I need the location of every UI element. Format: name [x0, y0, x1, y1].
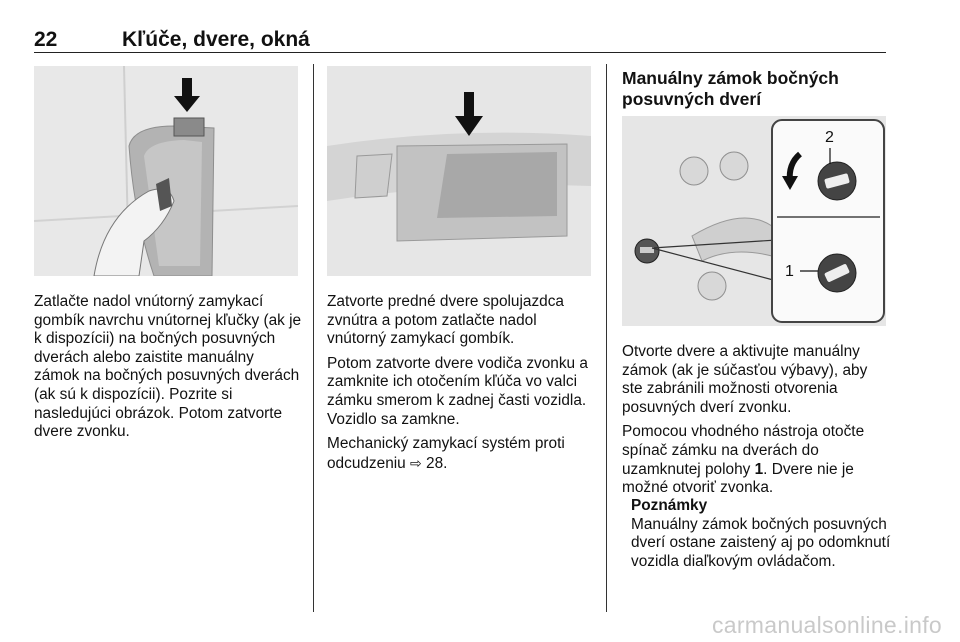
col3-p2-text-b: . Dvere nie je možné otvoriť zvonka. [622, 460, 854, 497]
column-1-text [34, 293, 302, 448]
figure-label-1: 1 [785, 263, 794, 280]
figure-inner-lock-button [34, 66, 298, 276]
chapter-title: Kľúče, dvere, okná [122, 28, 310, 51]
note-box [631, 497, 891, 571]
column-3-text [622, 343, 888, 504]
col3-p2-text-a: Pomocou vhodného nástroja otočte spínač zámku na dverách do uzamknutej polohy [622, 423, 865, 478]
col3-paragraph-2 [622, 423, 888, 497]
page-header [34, 28, 886, 52]
col2-p3-text: Mechanický zamykací systém proti odcudzeniu [327, 435, 565, 472]
page-reference-arrow-icon: ⇨ [410, 454, 422, 471]
note-title: Poznámky [631, 497, 708, 514]
watermark: carmanualsonline.info [711, 612, 942, 638]
page-number: 22 [34, 28, 58, 51]
column-divider-right [606, 64, 607, 612]
col3-paragraph-1: Otvorte dvere a aktivujte manuálny zámok (ak je súčasťou výbavy), aby ste zabránili možnosti otvorenia posuvných dverí zvonku. [622, 343, 868, 416]
col3-p2-bold-position: 1 [754, 460, 764, 478]
col2-paragraph-2: Potom zatvorte dvere vodiča zvonku a zamknite ich otočením kľúča vo valci zámku smerom k zadnej časti vozidla. Vozidlo sa zamkne. [327, 354, 588, 428]
figure-label-2: 2 [825, 129, 834, 146]
section-title: Manuálny zámok bočných posuvných dverí [622, 68, 839, 109]
column-2-text [327, 293, 593, 479]
page-reference-link[interactable]: 28. [426, 454, 448, 472]
note-text: Manuálny zámok bočných posuvných dverí ostane zaistený aj po odomknutí vozidla diaľkovým ovládačom. [631, 515, 891, 570]
col2-paragraph-3 [327, 435, 593, 473]
header-rule [34, 52, 886, 53]
column-divider-left [313, 64, 314, 612]
col1-paragraph: Zatlačte nadol vnútorný zamykací gombík navrchu vnútornej kľučky (ak je k dispozícii) na bočných posuvných dverách alebo zaistite manuálny zámok na bočných posuvných dverách (ak sú k dispozícii). Pozrite si nasledujúci obrázok. Potom zatvorte dvere zvonku. [34, 293, 302, 441]
figure-sliding-door-lock [622, 116, 886, 326]
figure-front-door-handle [327, 66, 591, 276]
col2-paragraph-1: Zatvorte predné dvere spolujazdca zvnútra a potom zatlačte nadol vnútorný zamykací gombík. [327, 293, 564, 348]
